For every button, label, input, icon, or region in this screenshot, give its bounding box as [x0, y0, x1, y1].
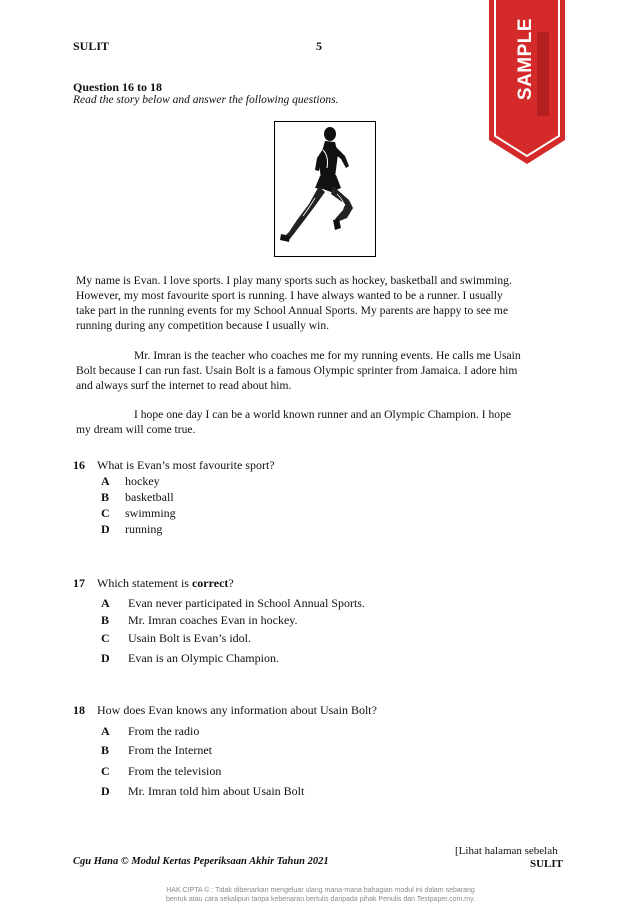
q17-option-b[interactable]	[101, 613, 298, 628]
page-number: 5	[316, 39, 322, 53]
option-text: Evan never participated in School Annual Sports.	[128, 596, 365, 610]
option-text: basketball	[125, 490, 174, 504]
story-line: However, my most favourite sport is running. I have always wanted to be a runner. I usually	[76, 289, 503, 302]
footer-credit: Cgu Hana © Modul Kertas Peperiksaan Akhir Tahun 2021	[73, 856, 329, 867]
story-line: I hope one day I can be a world known runner and an Olympic Champion. I hope	[134, 408, 512, 421]
story-line: my dream will come true.	[76, 423, 196, 436]
question-18	[73, 703, 377, 718]
question-number: 16	[73, 458, 85, 472]
option-text: Mr. Imran told him about Usain Bolt	[128, 784, 305, 798]
q16-option-d[interactable]	[101, 522, 162, 537]
option-text: From the television	[128, 764, 222, 778]
q18-option-a[interactable]	[101, 724, 199, 739]
copyright-line: bentuk atau cara sekalipun tanpa kebenaran bertulis daripada pihak Penulis dan Testpaper.com.my.	[165, 896, 476, 903]
option-text: From the Internet	[128, 743, 212, 757]
question-text-emphasis: correct	[191, 576, 229, 590]
option-text: Evan is an Olympic Champion.	[128, 651, 279, 665]
section-title: Question 16 to 18	[73, 80, 163, 94]
option-letter: C	[101, 764, 110, 778]
question-16	[73, 458, 275, 473]
option-letter: B	[101, 743, 110, 757]
option-letter: C	[101, 631, 110, 645]
runner-silhouette-icon	[275, 122, 375, 256]
runner-picture	[274, 121, 376, 257]
q18-option-c[interactable]	[101, 764, 221, 779]
option-text: hockey	[125, 474, 160, 488]
option-letter: B	[101, 490, 110, 504]
story-line: running during any competition because I usually win.	[76, 319, 330, 332]
section-instruction: Read the story below and answer the following questions.	[73, 94, 339, 106]
footer-next-page: [Lihat halaman sebelah	[455, 845, 558, 857]
header-sulit: SULIT	[73, 39, 110, 53]
story-paragraph-2	[76, 348, 576, 393]
option-letter: C	[101, 506, 110, 520]
q18-option-b[interactable]	[101, 743, 212, 758]
q17-option-d[interactable]	[101, 651, 279, 666]
copyright-notice	[0, 886, 641, 904]
story-paragraph-3	[76, 407, 576, 437]
q18-option-d[interactable]	[101, 784, 304, 799]
story-line: My name is Evan. I love sports. I play many sports such as hockey, basketball and swimming.	[76, 274, 512, 287]
option-text: Mr. Imran coaches Evan in hockey.	[128, 613, 298, 627]
question-text: How does Evan knows any information about Usain Bolt?	[97, 703, 377, 717]
q17-option-a[interactable]	[101, 596, 365, 611]
option-letter: B	[101, 613, 110, 627]
story-line: take part in the running events for my School Annual Sports. My parents are happy to see me	[76, 304, 509, 317]
question-number: 18	[73, 703, 85, 717]
q16-option-c[interactable]	[101, 506, 176, 521]
option-letter: D	[101, 522, 110, 536]
footer-sulit: SULIT	[530, 858, 564, 870]
option-text: running	[125, 522, 163, 536]
option-text: Usain Bolt is Evan’s idol.	[128, 631, 251, 645]
q16-option-a[interactable]	[101, 474, 160, 489]
option-text: From the radio	[128, 724, 200, 738]
question-text: What is Evan’s most favourite sport?	[97, 458, 275, 472]
option-letter: A	[101, 724, 110, 738]
option-letter: D	[101, 651, 110, 665]
question-text-part: Which statement is	[97, 576, 192, 590]
story-line: Bolt because I can run fast. Usain Bolt is a famous Olympic sprinter from Jamaica. I adore him	[76, 364, 518, 377]
option-letter: A	[101, 474, 110, 488]
option-letter: D	[101, 784, 110, 798]
ribbon-label: SAMPLE	[515, 17, 536, 101]
q16-option-b[interactable]	[101, 490, 174, 505]
question-number: 17	[73, 576, 85, 590]
option-letter: A	[101, 596, 110, 610]
question-text-part: ?	[228, 576, 234, 590]
story-line: and always surf the internet to read about him.	[76, 379, 292, 392]
option-text: swimming	[125, 506, 176, 520]
story-paragraph-1	[76, 273, 576, 333]
copyright-line: HAK CIPTA © : Tidak dibenarkan mengeluar ulang mana-mana bahagian modul ini dalam sebarang	[166, 887, 475, 894]
q17-option-c[interactable]	[101, 631, 251, 646]
sample-ribbon	[489, 0, 565, 164]
question-17	[73, 576, 234, 591]
story-line: Mr. Imran is the teacher who coaches me for my running events. He calls me Usain	[134, 349, 521, 362]
